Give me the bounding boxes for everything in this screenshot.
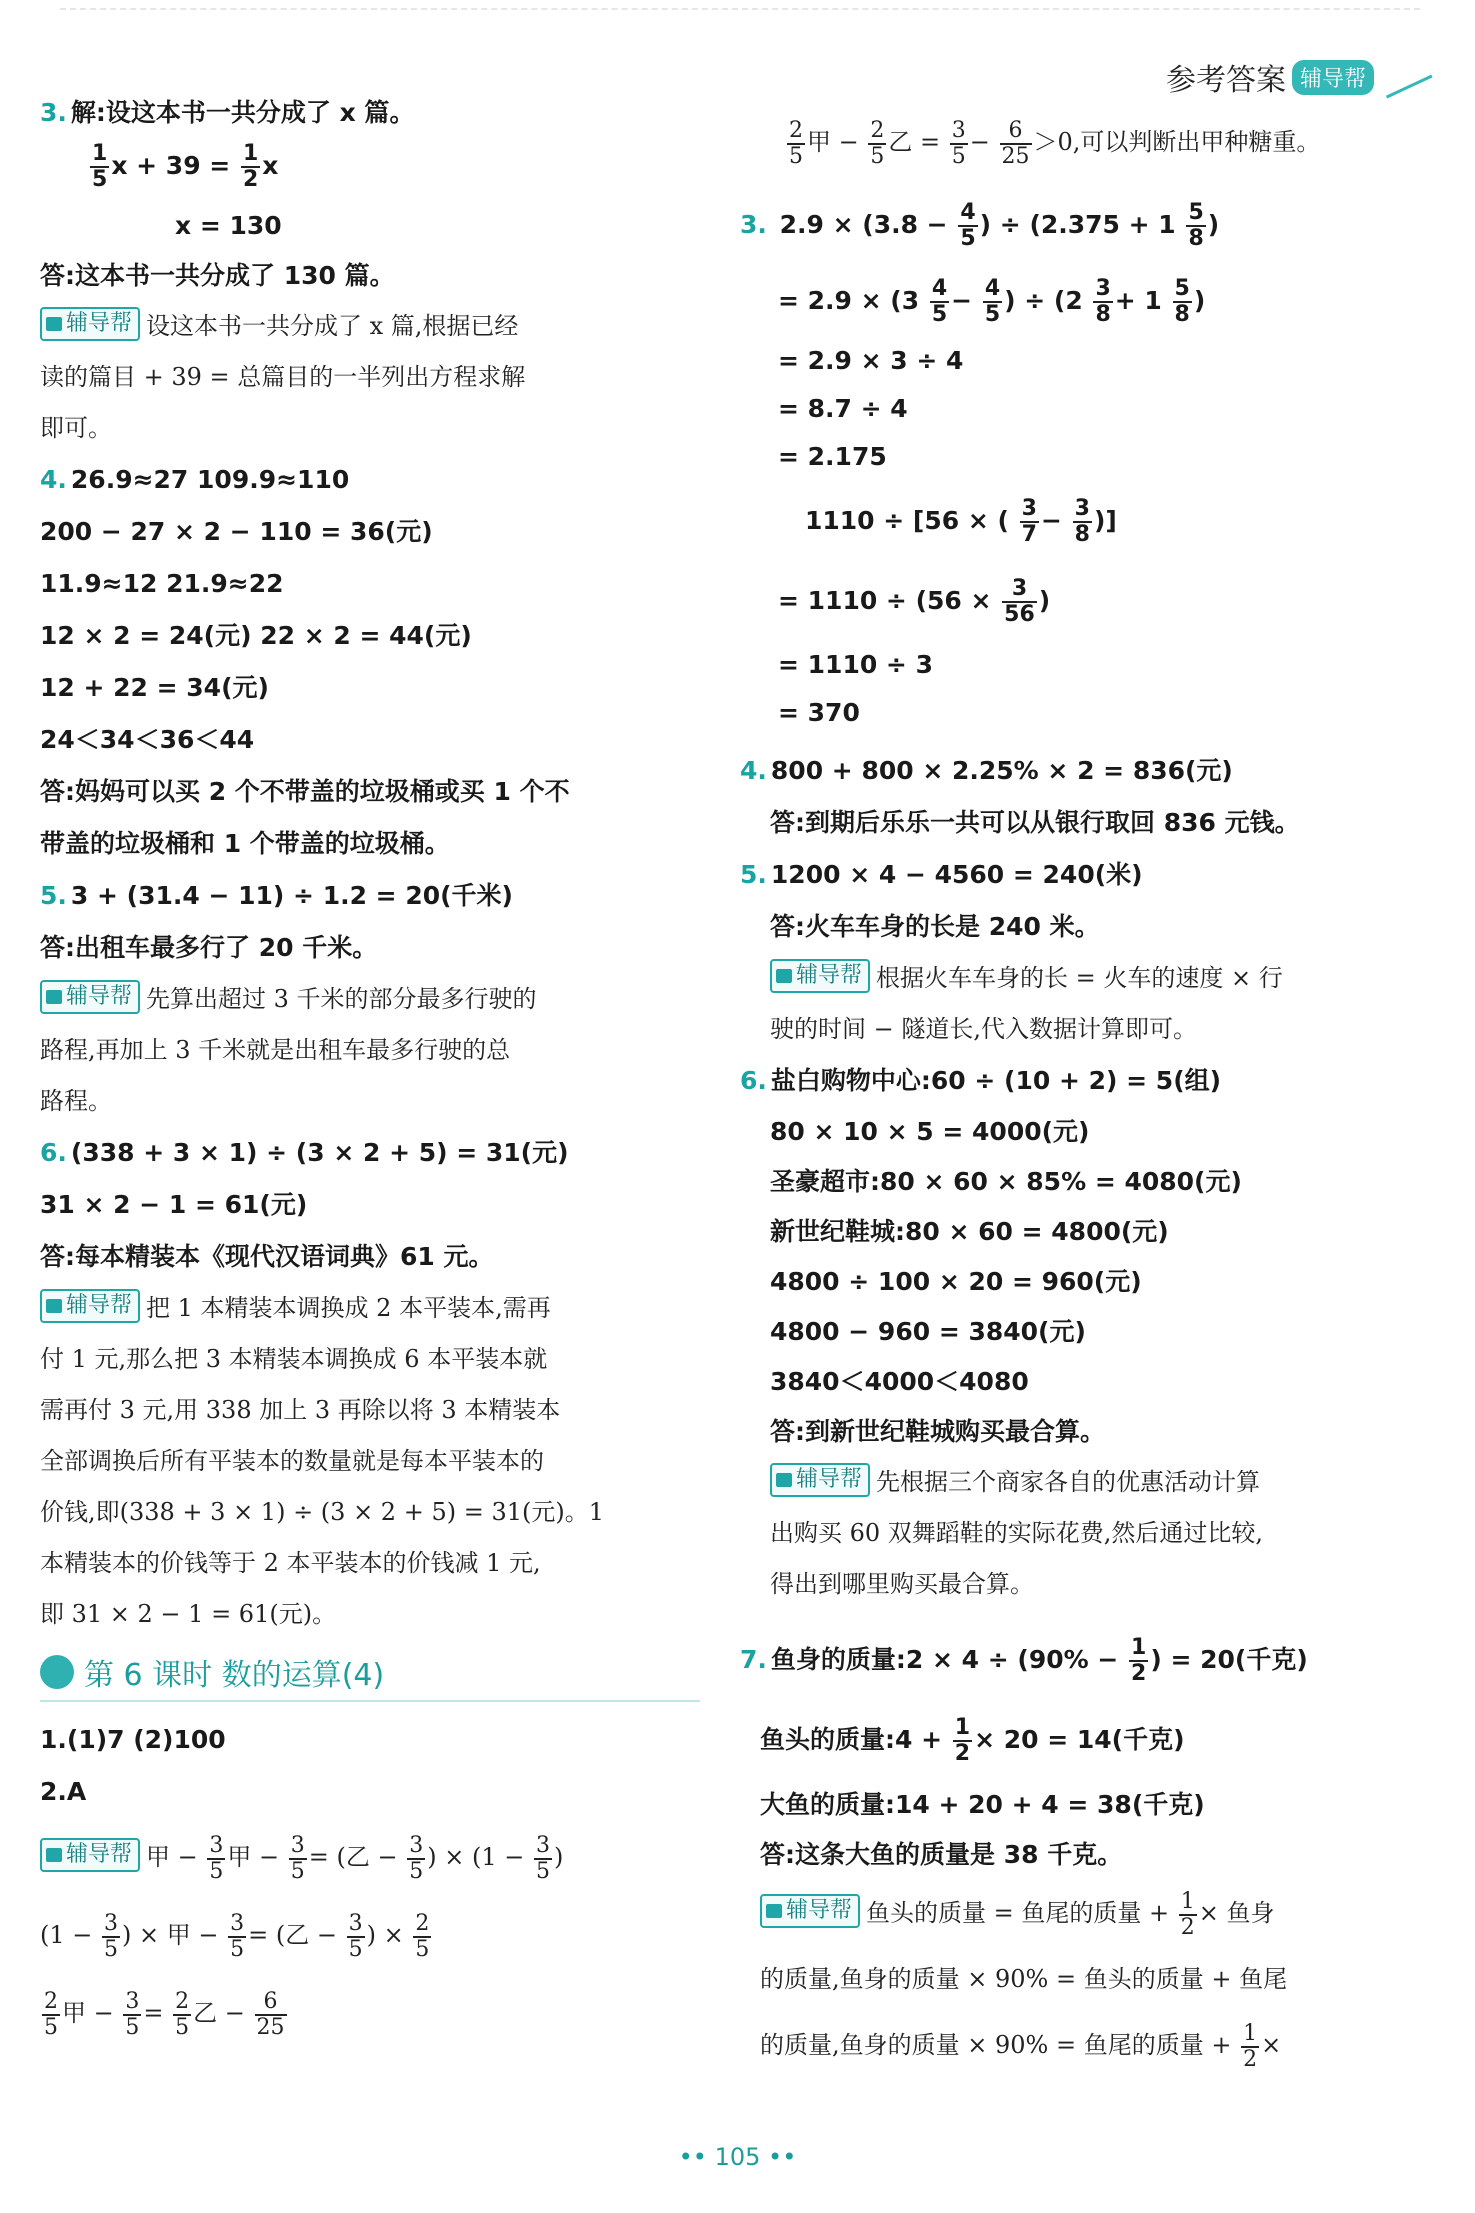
r-q3-line: = 1110 ÷ (56 × $\frac{3}{56}$ ) <box>778 576 1051 627</box>
r-q6-note: 辅导帮 先根据三个商家各自的优惠活动计算 出购买 60 双舞蹈鞋的实际花费,然后通过比较, 得出到哪里购买最合算。 <box>740 1457 1440 1610</box>
r-q7-answer: 答:这条大鱼的质量是 38 千克。 <box>760 1840 1123 1869</box>
s2-note: 辅导帮 甲 − $\frac{3}{5}$ 甲 − $\frac{3}{5}$ = (乙 − $\frac{3}{5}$ ) × (1 − $\frac{3}{5}$ ) (1 − $\frac{3}{5}$ ) × 甲 − $\frac{3}{5}$ = (乙 − $\frac{3}{5}$ ) × $\frac{2}{5}$ $\frac{2}{5}$ 甲 − $\frac{3}{5}$ = $\frac{2}{5}$ 乙 − $\frac{6}{25}$ <box>40 1832 564 2040</box>
left-column <box>40 95 700 2052</box>
r-q6-answer: 答:到新世纪鞋城购买最合算。 <box>770 1417 1105 1446</box>
r-q3-line: = 370 <box>778 698 860 727</box>
q4-answer: 带盖的垃圾桶和 1 个带盖的垃圾桶。 <box>40 829 450 858</box>
q4-line: 11.9≈12 21.9≈22 <box>40 569 284 598</box>
q4-line: 12 × 2 = 24(元) 22 × 2 = 44(元) <box>40 621 472 650</box>
r-q3-line: 1110 ÷ [56 × ( $\frac{3}{7}$ − $\frac{3}{8}$ )] <box>805 496 1117 547</box>
helper-tag: 辅导帮 <box>40 307 140 341</box>
r-q6-line: 4800 − 960 = 3840(元) <box>770 1317 1086 1346</box>
section-title: 第 6 课时 数的运算(4) <box>84 1658 385 1693</box>
r-q6-line: 4800 ÷ 100 × 20 = 960(元) <box>770 1267 1142 1296</box>
r-q7-note: 辅导帮 鱼头的质量 = 鱼尾的质量 + $\frac{1}{2}$ × 鱼身 的质量,鱼身的质量 × 90% = 鱼头的质量 + 鱼尾 的质量,鱼身的质量 × 90% = 鱼尾的质量 + $\frac{1}{2}$ × <box>760 1888 1288 2072</box>
page-header <box>1166 55 1430 99</box>
r-q5-answer: 答:火车车身的长是 240 米。 <box>770 912 1100 941</box>
q3-solution: x = 130 <box>175 211 282 240</box>
q3-equation: $\frac{1}{5}$ x + 39 = $\frac{1}{2}$ x <box>92 141 279 192</box>
right-column <box>740 95 1440 2078</box>
helper-tag: 辅导帮 <box>40 1838 140 1872</box>
q6-note: 辅导帮 把 1 本精装本调换成 2 本平装本,需再 付 1 元,那么把 3 本精装本调换成 6 本平装本就 需再付 3 元,用 338 加上 3 再除以将 3 本精装本 全部调换后所有平装本的数量就是每本平装本的 价钱,即(338 + 3 × 1) ÷ (3 × 2 + 5) = 31(元)。1 本精装本的价钱等于 2 本平装本的价钱减 1 元, 即 31 × 2 − 1 = 61(元)。 <box>40 1283 700 1640</box>
section-heading <box>40 1650 700 1702</box>
helper-tag: 辅导帮 <box>770 1463 870 1497</box>
r-q5-equation: 5. 1200 × 4 − 4560 = 240(米) <box>740 860 1143 889</box>
r-q6-line: 6. 盐白购物中心:60 ÷ (10 + 2) = 5(组) <box>740 1066 1222 1095</box>
header-title: 参考答案 <box>1165 63 1286 98</box>
q5-answer: 答:出租车最多行了 20 千米。 <box>40 933 378 962</box>
q5-equation: 5. 3 + (31.4 − 11) ÷ 1.2 = 20(千米) <box>40 881 513 910</box>
pencil-icon <box>1377 56 1432 98</box>
r-q4-equation: 4. 800 + 800 × 2.25% × 2 = 836(元) <box>740 756 1233 785</box>
r-q7-line: 7. 鱼身的质量:2 × 4 ÷ (90% − $\frac{1}{2}$ ) = 20(千克) <box>740 1635 1308 1686</box>
helper-tag: 辅导帮 <box>760 1894 860 1928</box>
q4-line: 200 − 27 × 2 − 110 = 36(元) <box>40 517 433 546</box>
fraction: $\frac{1}{5}$ <box>92 141 108 192</box>
r-q6-line: 80 × 10 × 5 = 4000(元) <box>770 1117 1090 1146</box>
fraction: $\frac{1}{2}$ <box>242 141 259 192</box>
q6-answer: 答:每本精装本《现代汉语词典》61 元。 <box>40 1242 494 1271</box>
r-q6-line: 3840＜4000＜4080 <box>770 1367 1029 1396</box>
q4-answer: 答:妈妈可以买 2 个不带盖的垃圾桶或买 1 个不 <box>40 777 570 806</box>
q4-line: 4. 26.9≈27 109.9≈110 <box>40 465 350 494</box>
r-q3-line: 3. 2.9 × (3.8 − $\frac{4}{5}$ ) ÷ (2.375 + 1 $\frac{5}{8}$ ) <box>740 200 1220 251</box>
helper-tag: 辅导帮 <box>770 959 870 993</box>
r-q7-line: 鱼头的质量:4 + $\frac{1}{2}$ × 20 = 14(千克) <box>760 1715 1185 1766</box>
r-q3-line: = 8.7 ÷ 4 <box>778 394 908 423</box>
r-q6-line: 新世纪鞋城:80 × 60 = 4800(元) <box>770 1217 1169 1246</box>
r-q6-line: 圣豪超市:80 × 60 × 85% = 4080(元) <box>770 1167 1242 1196</box>
r-q7-line: 大鱼的质量:14 + 20 + 4 = 38(千克) <box>760 1790 1205 1819</box>
s1-answer: 1.(1)7 (2)100 <box>40 1725 226 1754</box>
helper-tag: 辅导帮 <box>40 1289 140 1323</box>
q6-line: 31 × 2 − 1 = 61(元) <box>40 1190 308 1219</box>
r-q3-line: = 1110 ÷ 3 <box>778 650 933 679</box>
q3-note: 辅导帮 设这本书一共分成了 x 篇,根据已经 读的篇目 + 39 = 总篇目的一半列出方程求解 即可。 <box>40 301 700 454</box>
q3-statement: 3. 解:设这本书一共分成了 x 篇。 <box>40 98 415 127</box>
page-number: •• 105 •• <box>678 2143 797 2171</box>
helper-tag: 辅导帮 <box>40 980 140 1014</box>
r-q4-answer: 答:到期后乐乐一共可以从银行取回 836 元钱。 <box>770 808 1300 837</box>
header-badge: 辅导帮 <box>1292 60 1374 95</box>
r-q5-note: 辅导帮 根据火车车身的长 = 火车的速度 × 行 驶的时间 − 隧道长,代入数据计算即可。 <box>740 953 1440 1055</box>
top-dashed-rule <box>60 8 1420 10</box>
r-q3-line: = 2.9 × 3 ÷ 4 <box>778 346 964 375</box>
s2-continued: $\frac{2}{5}$ 甲 − $\frac{2}{5}$ 乙 = $\frac{3}{5}$ − $\frac{6}{25}$ ＞0,可以判断出甲种糖重。 <box>789 117 1321 169</box>
s2-answer: 2.A <box>40 1777 87 1806</box>
q3-answer: 答:这本书一共分成了 130 篇。 <box>40 261 395 290</box>
q4-line: 12 + 22 = 34(元) <box>40 673 269 702</box>
q5-note: 辅导帮 先算出超过 3 千米的部分最多行驶的 路程,再加上 3 千米就是出租车最多行驶的总 路程。 <box>40 974 700 1127</box>
section-icon <box>40 1655 74 1689</box>
r-q3-line: = 2.175 <box>778 442 887 471</box>
r-q3-line: = 2.9 × (3 $\frac{4}{5}$ − $\frac{4}{5}$ ) ÷ (2 $\frac{3}{8}$ + 1 $\frac{5}{8}$ ) <box>778 276 1206 327</box>
q4-line: 24＜34＜36＜44 <box>40 725 255 754</box>
q6-line: 6. (338 + 3 × 1) ÷ (3 × 2 + 5) = 31(元) <box>40 1138 569 1167</box>
